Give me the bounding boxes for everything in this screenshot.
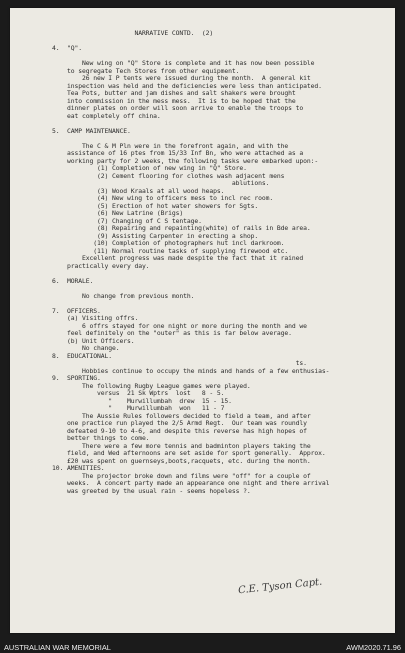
document-line: practically every day. xyxy=(52,262,150,270)
document-line: (2) Cement flooring for clothes wash adjacent mens xyxy=(52,172,285,180)
signature: C.E. Tyson Capt. xyxy=(237,576,323,597)
document-line: The C & M Pln were in the forefront again, and with the xyxy=(52,142,289,150)
document-line: The projector broke down and films were "off" for a couple of xyxy=(52,472,311,480)
document-line: (4) New wing to officers mess to incl rec room. xyxy=(52,195,274,202)
document-line: 5. CAMP MAINTENANCE. xyxy=(52,127,131,135)
document-line: 8. EDUCATIONAL. xyxy=(52,352,112,360)
footer-bar xyxy=(0,635,405,653)
document-line: (b) Unit Officers. xyxy=(52,337,135,345)
document-line: inspection was held and the deficiencies were less than anticipated. xyxy=(52,82,322,90)
document-line: £20 was spent on guernseys,boots,racquets, etc. during the month. xyxy=(52,457,311,465)
document-line: ts. xyxy=(52,360,307,367)
document-line: New wing on "Q" Store is complete and it has now been possible xyxy=(52,60,315,67)
document-line: working party for 2 weeks, the following tasks were embarked upon:- xyxy=(52,157,319,165)
document-line: 10. AMENITIES. xyxy=(52,465,105,472)
document-line: (11) Normal routine tasks of supplying firewood etc. xyxy=(52,247,289,255)
document-line: was greeted by the usual rain - seems hopeless ?. xyxy=(52,487,251,495)
document-line: " Murwillumbah drew 15 - 15. xyxy=(52,397,232,405)
document-line: better things to come. xyxy=(52,435,150,442)
document-line: ablutions. xyxy=(52,180,270,187)
document-line xyxy=(52,135,382,143)
document-line: 6. MORALE. xyxy=(52,277,94,285)
document-line: (9) Assisting Carpenter in erecting a shop. xyxy=(52,232,259,240)
document-line: Tea Pots, butter and jam dishes and salt shakers were brought xyxy=(52,90,296,97)
document-line xyxy=(52,285,382,293)
document-line: (8) Repairing and repainting(white) of rails in Bde area. xyxy=(52,225,311,232)
document-line: (a) Visiting offrs. xyxy=(52,315,139,322)
document-line: into commission in the mess mess. It is to be hoped that the xyxy=(52,97,296,105)
document-line: No change from previous month. xyxy=(52,292,195,300)
document-line: 7. OFFICERS. xyxy=(52,307,101,315)
document-line: " Murwillumbah won 11 - 7 xyxy=(52,405,225,412)
document-line: NARRATIVE CONTD. (2) xyxy=(52,30,214,37)
document-line: feel definitely on the "outer" as this is far below average. xyxy=(52,330,292,337)
document-line: 4. "Q". xyxy=(52,45,82,52)
document-page xyxy=(10,8,395,633)
document-line: (10) Completion of photographers hut incl darkroom. xyxy=(52,240,285,247)
document-line xyxy=(52,270,382,278)
document-line: field, and Wed afternoons are set aside for sport generally. Approx. xyxy=(52,450,326,457)
document-line: (1) Completion of new wing in "Q" Store. xyxy=(52,165,247,172)
footer-institution: AUSTRALIAN WAR MEMORIAL xyxy=(4,643,111,652)
document-line: Excellent progress was made despite the fact that it rained xyxy=(52,255,304,262)
document-line: 26 new I P tents were issued during the month. A general kit xyxy=(52,75,311,82)
document-body xyxy=(52,30,382,495)
document-line: (7) Changing of C S tentage. xyxy=(52,217,202,225)
document-line: dinner plates on order will soon arrive to enable the troops to xyxy=(52,105,304,112)
document-line: (6) New Latrine (Brigs) xyxy=(52,210,184,217)
footer-accession-number: AWM2020.71.96 xyxy=(346,643,401,652)
document-line: defeated 9-10 to 4-6, and despite this reverse has high hopes of xyxy=(52,427,307,435)
document-line: one practice run played the 2/5 Armd Regt. Our team was roundly xyxy=(52,420,307,427)
document-line: to segregate Tech Stores from other equipment. xyxy=(52,67,240,75)
document-line: (5) Erection of hot water showers for Sgts. xyxy=(52,202,259,210)
document-line: weeks. A concert party made an appearance one night and there arrival xyxy=(52,480,330,487)
document-line: assistance of 16 ptes from 15/33 Inf Bn, who were attached as a xyxy=(52,150,304,157)
document-line: 9. SPORTING. xyxy=(52,375,101,382)
document-line: (3) Wood Kraals at all wood heaps. xyxy=(52,187,225,195)
document-line: No change. xyxy=(52,345,120,352)
document-line xyxy=(52,38,382,46)
document-line: versus 21 Sk Wptrs lost 8 - 5. xyxy=(52,390,225,397)
document-line: Hobbies continue to occupy the minds and hands of a few enthusias- xyxy=(52,367,330,375)
document-line: There were a few more tennis and badminton players taking the xyxy=(52,442,311,450)
document-line: eat completely off china. xyxy=(52,112,161,120)
document-line xyxy=(52,120,382,128)
document-line: The following Rugby League games were played. xyxy=(52,382,251,390)
document-line: The Aussie Rules followers decided to field a team, and after xyxy=(52,412,311,420)
document-line xyxy=(52,300,382,308)
document-line: 6 offrs stayed for one night or more during the month and we xyxy=(52,322,307,330)
document-line xyxy=(52,53,382,61)
